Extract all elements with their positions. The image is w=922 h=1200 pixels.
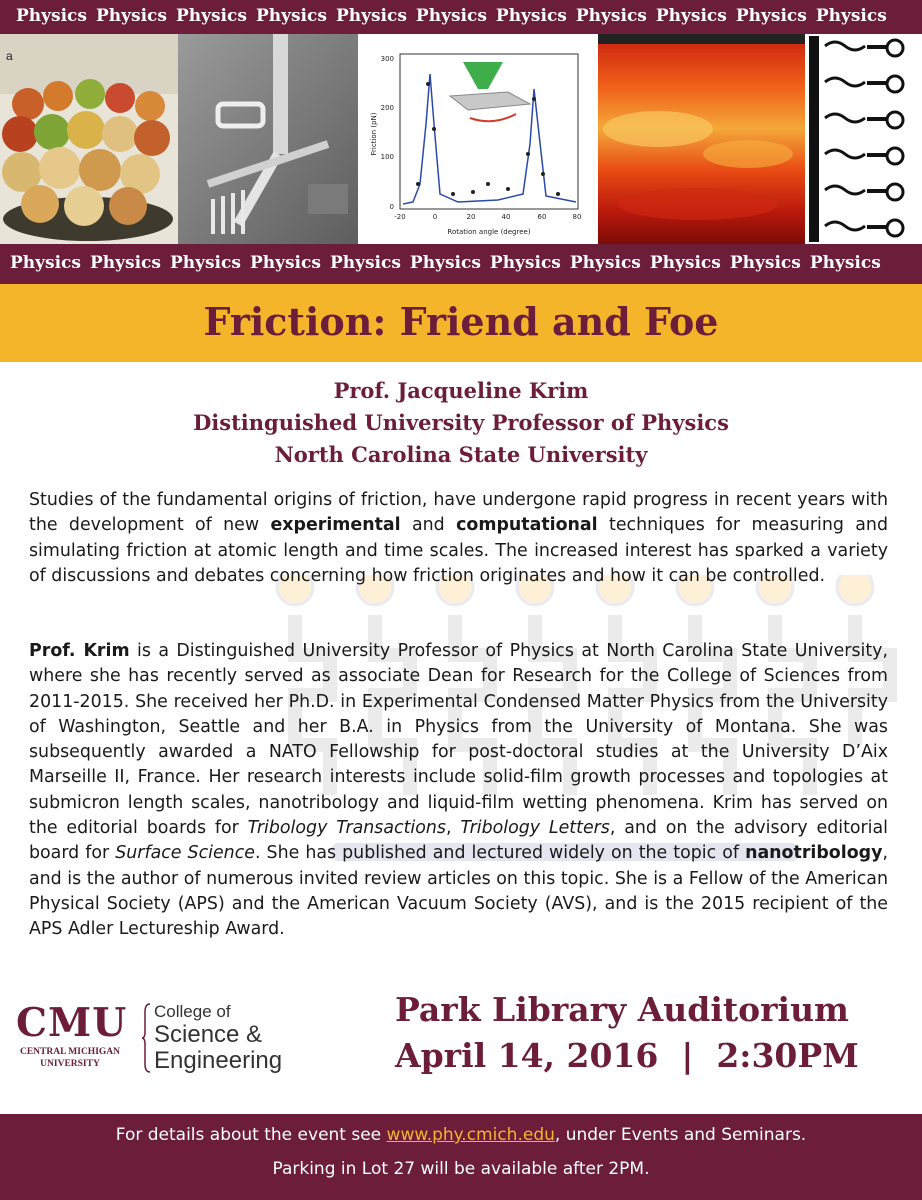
speaker-title: Distinguished University Professor of Physics xyxy=(193,410,729,435)
banner-word: Physics xyxy=(575,6,647,26)
cmu-subtitle: CENTRAL MICHIGAN UNIVERSITY xyxy=(19,1047,121,1069)
banner-word: Physics xyxy=(495,6,567,26)
banner-word: Physics xyxy=(729,253,801,273)
chart-ytick: 200 xyxy=(380,104,394,112)
banner-word: Physics xyxy=(415,6,487,26)
physics-banner-middle xyxy=(0,244,922,284)
banner-word: Physics xyxy=(255,6,327,26)
banner-word: Physics xyxy=(569,253,641,273)
panel-label: a xyxy=(6,49,13,63)
chart-xtick: 80 xyxy=(572,213,582,221)
banner-word: Physics xyxy=(89,253,161,273)
venue-location: Park Library Auditorium xyxy=(395,990,849,1029)
banner-word: Physics xyxy=(16,6,87,26)
banner-word: Physics xyxy=(95,6,167,26)
heatmap-photo xyxy=(598,34,805,244)
banner-word: Physics xyxy=(169,253,241,273)
chart-xtick: 0 xyxy=(432,213,438,221)
speaker-name: Prof. Jacqueline Krim xyxy=(333,378,589,403)
page-title: Friction: Friend and Foe xyxy=(0,284,922,362)
cmu-wordmark: CMU xyxy=(16,1000,128,1046)
chart-xtick: 60 xyxy=(537,213,547,221)
banner-word: Physics xyxy=(489,253,561,273)
banner-word: Physics xyxy=(335,6,407,26)
college-name: College of Science & Engineering xyxy=(154,1002,283,1074)
bio-paragraph: Prof. Krim is a Distinguished University Professor of Physics at North Carolina State University, where she has recently served as associate Dean for Research for the College of Sciences from 2011-2015. She received her Ph.D. in Experimental Condensed Matter Physics from the University of Washington, Seattle and her B.A. in Physics from the University of Montana. She was subsequently awarded a NATO Fellowship for post-doctoral studies at the University D’Aix Marseille II, France. Her research interests include solid-film growth processes and topologies at submicron length scales, nanotribology and liquid-film wetting phenomena. Krim has served on the editorial boards for Tribology Transactions, Tribology Letters, and on the advisory editorial board for Surface Science. She has published and lectured widely on the topic of nanotribology, and is the author of numerous invited review articles on this topic. She is a Fellow of the American Physical Society (APS) and the American Vacuum Society (AVS), and is the 2015 recipient of the APS Adler Lectureship Award. xyxy=(29,641,888,940)
banner-word: Physics xyxy=(735,6,807,26)
banner-word: Physics xyxy=(409,253,481,273)
chart-xtick: -20 xyxy=(394,213,406,221)
footer-parking: Parking in Lot 27 will be available after 2PM. xyxy=(272,1159,650,1179)
brace-divider xyxy=(142,1002,152,1074)
banner-word: Physics xyxy=(815,6,887,26)
chart-ytick: 100 xyxy=(380,153,394,161)
chart-xtick: 20 xyxy=(466,213,476,221)
friction-chart-photo xyxy=(358,34,598,244)
venue-date-time: April 14, 2016 | 2:30PM xyxy=(395,1036,859,1075)
chart-xlabel: Rotation angle (degree) xyxy=(447,228,531,236)
banner-word: Physics xyxy=(655,6,727,26)
banner-word: Physics xyxy=(329,253,401,273)
speaker-affiliation: North Carolina State University xyxy=(274,442,648,467)
footer-details: For details about the event see www.phy.cmich.edu, under Events and Seminars. xyxy=(115,1125,807,1145)
footer xyxy=(0,1114,922,1200)
chart-ytick: 0 xyxy=(389,203,394,211)
friction-chart xyxy=(358,34,598,244)
banner-word: Physics xyxy=(175,6,247,26)
physics-banner-top xyxy=(0,0,922,34)
sem-device-photo xyxy=(178,34,358,244)
website-link[interactable]: www.phy.cmich.edu xyxy=(386,1125,555,1145)
chart-ytick: 300 xyxy=(380,55,394,63)
abstract-paragraph: Studies of the fundamental origins of friction, have undergone rapid progress in recent years with the development of new experimental and computational techniques for measuring and simulating friction at atomic length and time scales. The increased interest has sparked a variety of discussions and debates concerning how friction originates and how it can be controlled. xyxy=(29,490,888,586)
chart-ylabel: Friction (pN) xyxy=(370,112,378,156)
circuit-pattern-photo xyxy=(805,34,922,244)
photo-strip xyxy=(0,34,922,244)
banner-word: Physics xyxy=(649,253,721,273)
chart-xtick: 40 xyxy=(501,213,511,221)
fruit-bowl-photo xyxy=(0,34,178,244)
banner-word: Physics xyxy=(10,253,81,273)
banner-word: Physics xyxy=(249,253,321,273)
banner-word: Physics xyxy=(809,253,881,273)
